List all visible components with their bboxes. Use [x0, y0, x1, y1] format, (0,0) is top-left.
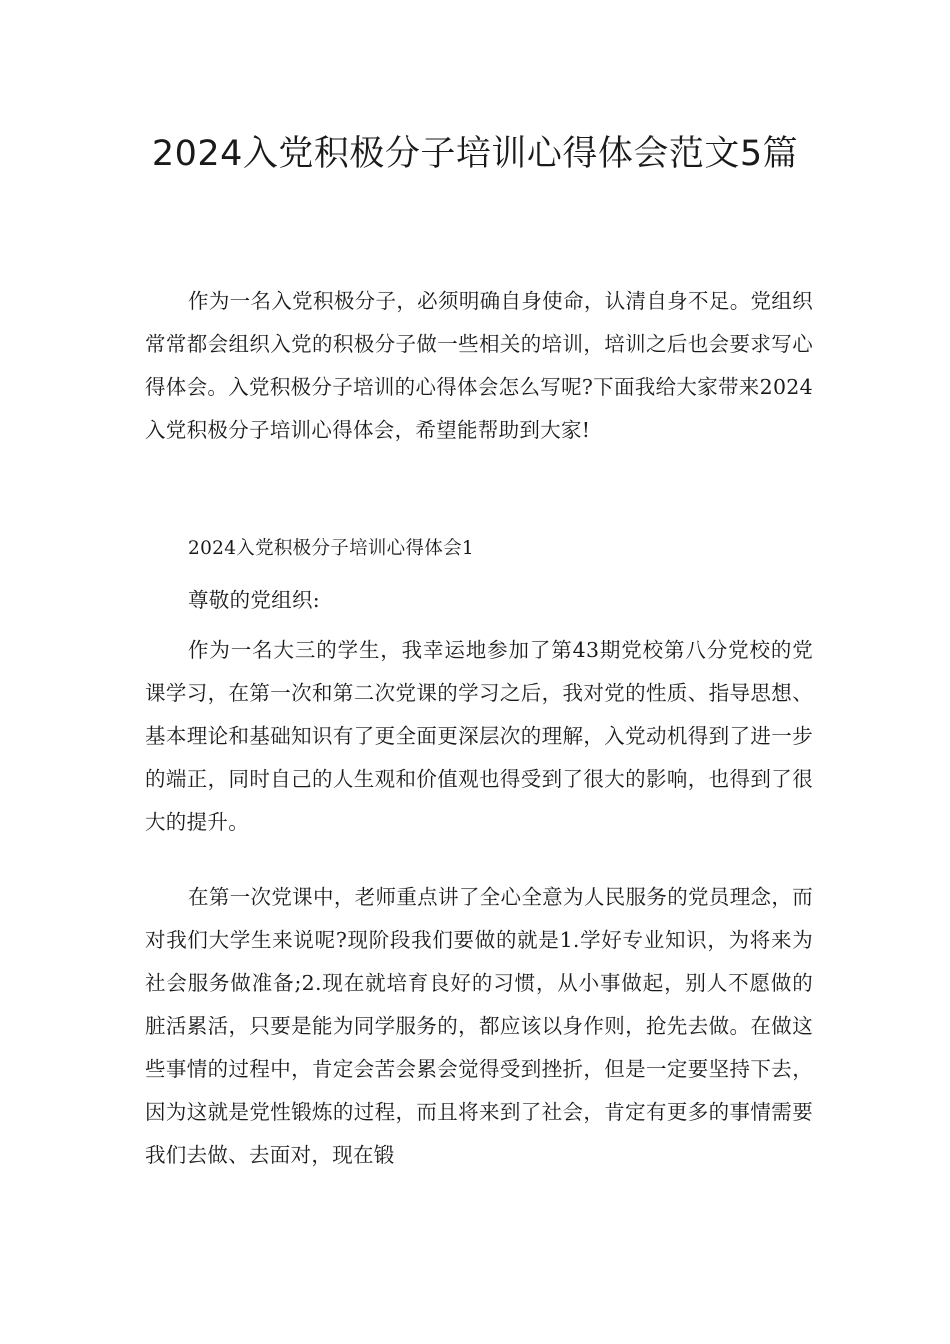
document-title: 2024入党积极分子培训心得体会范文5篇: [151, 134, 799, 174]
salutation: 尊敬的党组织:: [188, 588, 321, 612]
body-paragraph-1: 作为一名大三的学生，我幸运地参加了第43期党校第八分党校的党课学习，在第一次和第二次党课的学习之后，我对党的性质、指导思想、基本理论和基础知识有了更全面更深层次的理解，入党动机得到了进一步的端正，同时自己的人生观和价值观也得受到了很大的影响，也得到了很大的提升。: [145, 638, 813, 834]
body-paragraph-2: 在第一次党课中，老师重点讲了全心全意为人民服务的党员理念，而对我们大学生来说呢?现阶段我们要做的就是1.学好专业知识，为将来为社会服务做准备;2.现在就培育良好的习惯，从小事做起，别人不愿做的脏活累活，只要是能为同学服务的，都应该以身作则，抢先去做。在做这些事情的过程中，肯定会苦会累会觉得受到挫折，但是一定要坚持下去，因为这就是党性锻炼的过程，而且将来到了社会，肯定有更多的事情需要我们去做、去面对，现在锻: [145, 885, 813, 1167]
intro-paragraph: 作为一名入党积极分子，必须明确自身使命，认清自身不足。党组织常常都会组织入党的积极分子做一些相关的培训，培训之后也会要求写心得体会。入党积极分子培训的心得体会怎么写呢?下面我给大家带来2024入党积极分子培训心得体会，希望能帮助到大家!: [145, 289, 813, 442]
section-heading: 2024入党积极分子培训心得体会1: [188, 538, 474, 559]
